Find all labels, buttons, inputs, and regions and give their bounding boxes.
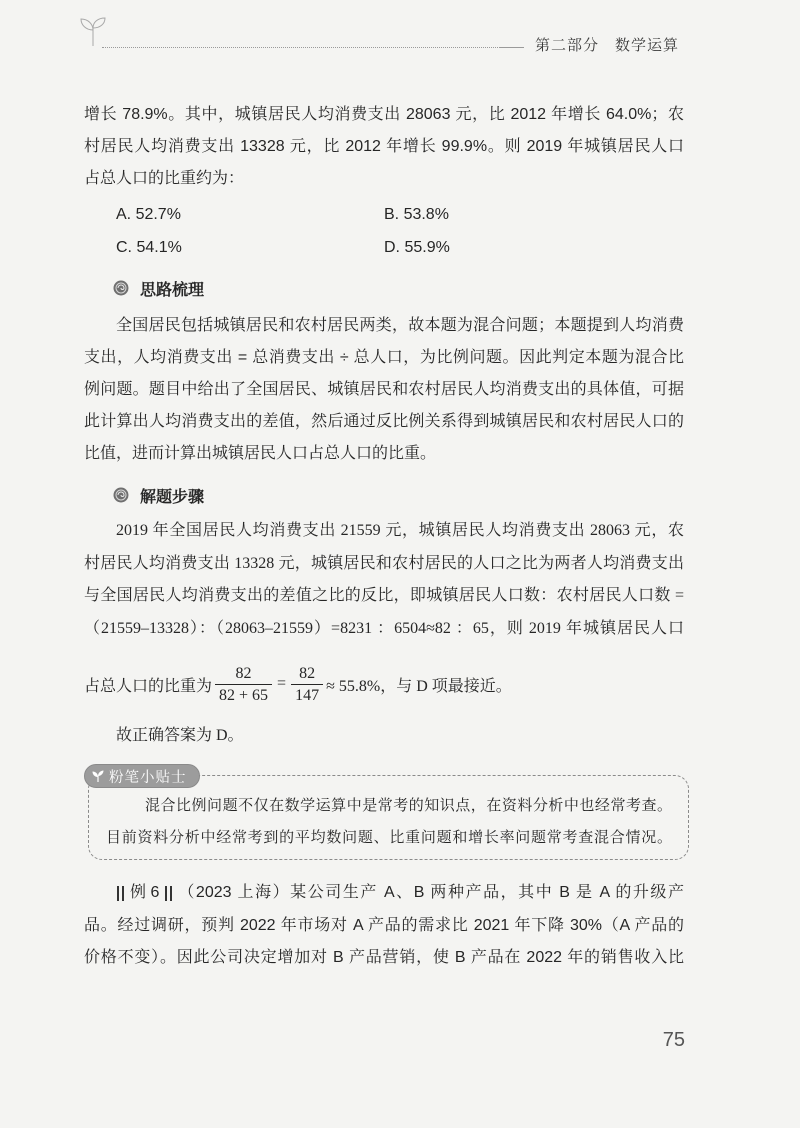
tip-content <box>106 790 672 854</box>
fraction-2 <box>291 663 323 706</box>
fraction-2-denominator: 147 <box>291 684 323 706</box>
example-text-line: 价格不变）。因此公司决定增加对 B 产品营销，使 B 产品在 2022 年的销售收入比 <box>84 949 684 966</box>
example-marker-bar-right <box>165 886 172 901</box>
solution-text-line: 2019 年全国居民人均消费支出 21559 元，城镇居民人均消费支出 28063 元，农 <box>116 522 684 539</box>
option-a: A. 52.7% <box>116 206 181 223</box>
header-title: 数学运算 <box>615 37 680 54</box>
section-heading-analysis <box>113 272 204 304</box>
question-text-line: 占总人口的比重约为： <box>84 170 245 187</box>
question-paragraph <box>84 99 684 195</box>
option-b: B. 53.8% <box>384 206 449 223</box>
tip-label <box>84 764 200 788</box>
option-c: C. 54.1% <box>116 239 182 256</box>
fraction-1-numerator: 82 <box>235 664 252 682</box>
example-text-line: 品。经过调研，预判 2022 年市场对 A 产品的需求比 2021 年下降 30%（A 产品的 <box>84 916 684 934</box>
section-heading-solution <box>113 479 204 511</box>
example-first-line <box>84 877 684 910</box>
section-bullet-icon <box>113 280 129 296</box>
tip-text-line: 目前资料分析中经常考到的平均数问题、比重问题和增长率问题常考查混合情况。 <box>106 829 672 846</box>
section-heading-text: 思路梳理 <box>140 281 205 299</box>
solution-text-line: 与全国居民人均消费支出的差值之比的反比，即城镇居民人口数：农村居民人口数 = <box>84 587 684 604</box>
question-text-line: 村居民人均消费支出 13328 元，比 2012 年增长 99.9%。则 2019 年城镇居民人口 <box>84 138 684 155</box>
header-rule-end <box>500 47 524 48</box>
solution-text-line: （21559–13328）：（28063–21559）=8231 ：6504≈82 ：65，则 2019 年城镇居民人口 <box>84 619 684 637</box>
page-number: 75 <box>662 1029 685 1051</box>
option-d: D. 55.9% <box>384 239 450 256</box>
result-prefix: 占总人口的比重为 <box>84 677 213 695</box>
example-text-line: （2023 上海）某公司生产 A、B 两种产品，其中 B 是 A 的升级产 <box>178 884 684 901</box>
section-heading-text: 解题步骤 <box>140 488 205 506</box>
example-marker-bar-left <box>117 886 124 901</box>
sprout-icon <box>78 15 108 47</box>
solution-result-line <box>84 656 512 712</box>
analysis-text-line: 例问题。题目中给出了全国居民、城镇居民和农村居民人均消费支出的具体值，可据 <box>84 381 684 398</box>
header-rule <box>102 47 524 48</box>
analysis-text-line: 支出，人均消费支出 = 总消费支出 ÷ 总人口，为比例问题。因此判定本题为混合比 <box>84 349 684 366</box>
equals-sign: = <box>277 675 287 692</box>
sprout-icon <box>91 769 105 783</box>
section-bullet-icon <box>113 487 129 503</box>
running-header <box>535 34 679 58</box>
question-text-line: 增长 78.9%。其中，城镇居民人均消费支出 28063 元，比 2012 年增长 64.0%；农 <box>84 106 684 123</box>
tip-text-line: 混合比例问题不仅在数学运算中是常考的知识点，在资料分析中也经常考查。 <box>145 797 672 814</box>
header-part: 第二部分 <box>535 37 600 54</box>
fraction-1-denominator: 82 + 65 <box>215 684 272 706</box>
solution-text-line: 村居民人均消费支出 13328 元，城镇居民和农村居民的人口之比为两者人均消费支出 <box>84 554 684 572</box>
example-number: 例 6 <box>130 884 160 901</box>
analysis-text-line: 全国居民包括城镇居民和农村居民两类，故本题为混合问题；本题提到人均消费 <box>116 317 684 334</box>
result-suffix: ≈ 55.8%，与 D 项最接近。 <box>326 677 512 695</box>
solution-paragraph <box>84 515 684 645</box>
fraction-1 <box>215 663 272 706</box>
final-answer: 故正确答案为 D。 <box>116 727 244 744</box>
analysis-paragraph <box>84 310 684 470</box>
fraction-2-numerator: 82 <box>299 664 316 682</box>
analysis-text-line: 比值，进而计算出城镇居民人口占总人口的比重。 <box>84 445 437 462</box>
analysis-text-line: 此计算出人均消费支出的差值，然后通过反比例关系得到城镇居民和农村居民人口的 <box>84 413 684 430</box>
tip-label-text: 粉笔小贴士 <box>109 769 187 786</box>
example-paragraph <box>84 877 684 975</box>
